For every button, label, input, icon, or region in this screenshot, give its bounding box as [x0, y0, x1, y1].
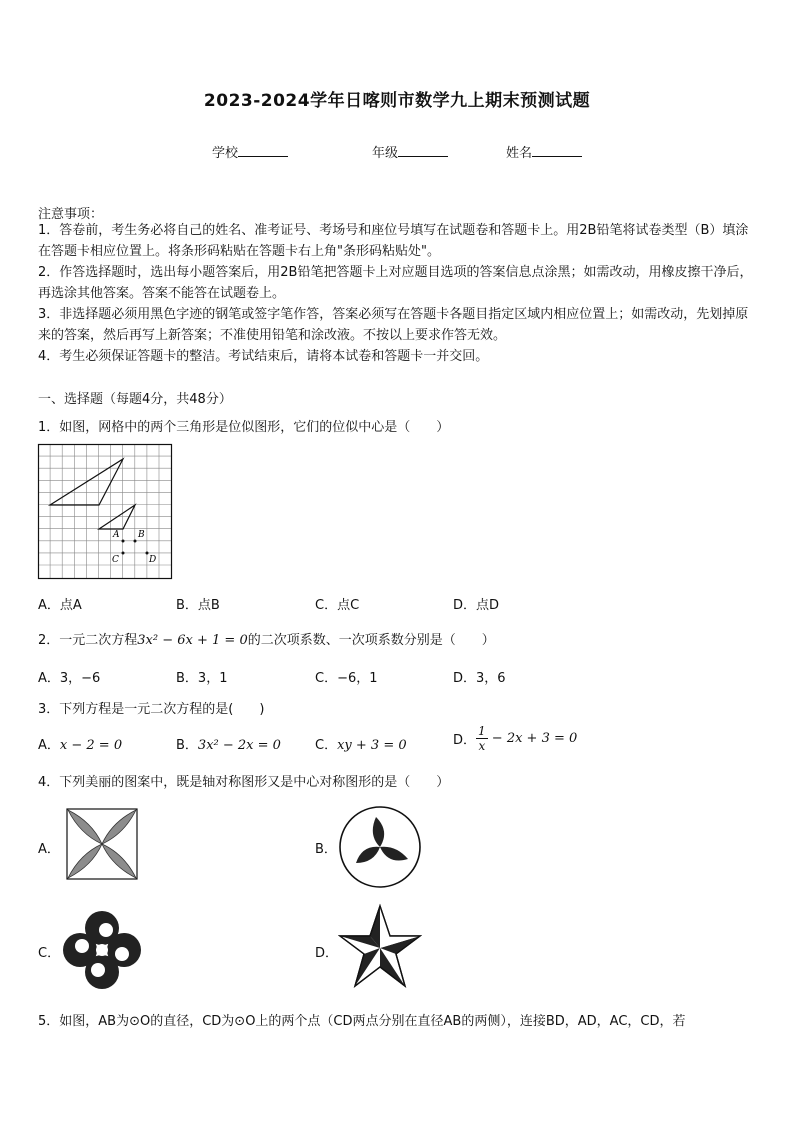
notice-heading: 注意事项：: [38, 207, 104, 222]
q2-stem-prefix: 2．一元二次方程: [38, 633, 138, 648]
q3-option-a-expr: x − 2 = 0: [59, 738, 123, 753]
question-3-stem: 3．下列方程是一元二次方程的是( ): [38, 702, 265, 717]
q3-option-a-label: A．: [38, 738, 60, 753]
pattern-d-figure: [338, 904, 422, 990]
name-blank: [532, 144, 582, 157]
q3-option-d[interactable]: [453, 724, 577, 753]
q4-option-b[interactable]: B．: [315, 842, 337, 857]
question-5-stem: 5．如图，AB为⊙O的直径，CD为⊙O上的两个点（CD两点分别在直径AB的两侧），连接BD，AD，AC，CD，若: [38, 1014, 686, 1029]
q2-stem-suffix: 的二次项系数、一次项系数分别是（ ）: [247, 633, 495, 648]
fraction-denominator: x: [478, 739, 486, 753]
q2-equation: 3x² − 6x + 1 = 0: [137, 633, 248, 648]
point-d-label: D: [149, 555, 157, 565]
q4-option-c[interactable]: C．: [38, 946, 61, 961]
q3-option-c-label: C．: [315, 738, 338, 753]
school-field: [212, 142, 288, 161]
section-heading: 一、选择题（每题4分，共48分）: [38, 392, 232, 407]
q3-option-b-expr: 3x² − 2x = 0: [197, 738, 281, 753]
name-label: 姓名: [506, 146, 533, 161]
q4-option-a[interactable]: A．: [38, 842, 60, 857]
q1-option-c[interactable]: C．点C: [315, 598, 360, 613]
notice-item-1: 1．答卷前，考生务必将自己的姓名、准考证号、考场号和座位号填写在试题卷和答题卡上。用2B铅笔将试卷类型（B）填涂在答题卡相应位置上。将条形码粘贴在答题卡右上角"条形码粘贴处"。: [38, 223, 749, 259]
q1-option-d[interactable]: D．点D: [453, 598, 500, 613]
notice-item-3: 3．非选择题必须用黑色字迹的钢笔或签字笔作答，答案必须写在答题卡各题目指定区域内相应位置上；如需改动，先划掉原来的答案，然后再写上新答案；不准使用铅笔和涂改液。不按以上要求作答无效。: [38, 307, 749, 343]
grade-label: 年级: [372, 146, 399, 161]
q1-option-b[interactable]: B．点B: [176, 598, 220, 613]
question-4-stem: 4．下列美丽的图案中，既是轴对称图形又是中心对称图形的是（ ）: [38, 775, 450, 790]
point-b-label: B: [138, 530, 145, 540]
q3-option-c[interactable]: [315, 734, 407, 753]
q1-option-a[interactable]: A．点A: [38, 598, 82, 613]
q3-option-b-label: B．: [176, 738, 198, 753]
notice-item-2: 2．作答选择题时，选出每小题答案后，用2B铅笔把答题卡上对应题目选项的答案信息点涂黑；如需改动，用橡皮擦干净后，再选涂其他答案。答案不能答在试题卷上。: [38, 265, 753, 301]
school-label: 学校: [212, 146, 239, 161]
q2-option-a[interactable]: A．3，−6: [38, 671, 101, 686]
pattern-a-figure: [66, 808, 138, 880]
school-blank: [238, 144, 288, 157]
point-c-label: C: [112, 555, 119, 565]
question-2-stem: [38, 629, 495, 648]
fraction-numerator: 1: [478, 724, 486, 738]
q3-option-c-expr: xy + 3 = 0: [337, 738, 407, 753]
q3-option-d-label: D．: [453, 733, 477, 748]
q3-option-d-expr: − 2x + 3 = 0: [487, 731, 578, 746]
name-field: [506, 142, 582, 161]
notice-item-4: 4．考生必须保证答题卡的整洁。考试结束后，请将本试卷和答题卡一并交回。: [38, 349, 489, 364]
q3-option-a[interactable]: [38, 734, 122, 753]
pattern-c-figure: [60, 908, 144, 992]
grade-blank: [398, 144, 448, 157]
q2-option-d[interactable]: D．3，6: [453, 671, 506, 686]
q3-option-b[interactable]: [176, 734, 281, 753]
grid-figure: [38, 444, 172, 579]
q2-option-b[interactable]: B．3，1: [176, 671, 228, 686]
question-1-stem: 1．如图，网格中的两个三角形是位似图形，它们的位似中心是（ ）: [38, 420, 450, 435]
q2-option-c[interactable]: C．−6，1: [315, 671, 378, 686]
q4-option-d[interactable]: D．: [315, 946, 339, 961]
q3-option-d-fraction: [476, 724, 488, 753]
grade-field: [372, 142, 448, 161]
point-a-label: A: [113, 530, 120, 540]
pattern-b-figure: [338, 805, 422, 889]
small-triangle: [99, 505, 135, 529]
page-title: 2023-2024学年日喀则市数学九上期末预测试题: [203, 91, 591, 111]
